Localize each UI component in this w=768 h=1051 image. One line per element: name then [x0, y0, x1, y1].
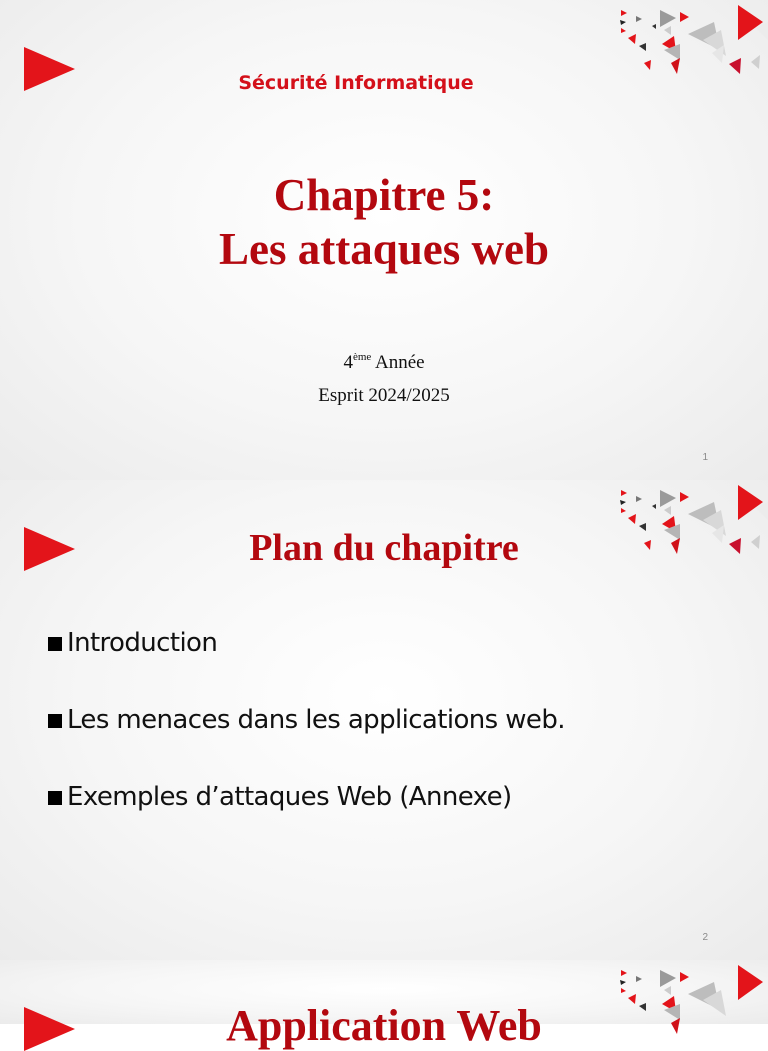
plan-list	[48, 628, 565, 859]
chapter-title	[0, 168, 768, 276]
plan-item-text: Les menaces dans les applications web.	[67, 705, 565, 735]
plan-item	[48, 628, 565, 705]
slide-title	[0, 0, 768, 480]
plan-item	[48, 705, 565, 782]
year-suffix: ème	[352, 351, 372, 363]
page-number: 1	[702, 452, 708, 463]
year-word: Année	[371, 352, 425, 373]
plan-item-text: Introduction	[67, 628, 218, 658]
plan-item-text: Exemples d’attaques Web (Annexe)	[67, 782, 512, 812]
school-year: Esprit 2024/2025	[318, 385, 450, 406]
year-line	[0, 351, 768, 374]
chapter-number: Chapitre 5:	[273, 170, 495, 220]
square-bullet-icon	[48, 791, 62, 805]
plan-item	[48, 782, 565, 859]
square-bullet-icon	[48, 714, 62, 728]
course-title: Sécurité Informatique	[238, 72, 474, 94]
page-number: 2	[702, 932, 708, 943]
year-number: 4	[343, 352, 353, 373]
plan-title: Plan du chapitre	[249, 527, 519, 569]
slide-plan	[0, 480, 768, 960]
slide3-title: Application Web	[226, 1001, 542, 1050]
chapter-subject: Les attaques web	[218, 224, 549, 274]
slide-application-web	[0, 960, 768, 1050]
square-bullet-icon	[48, 637, 62, 651]
